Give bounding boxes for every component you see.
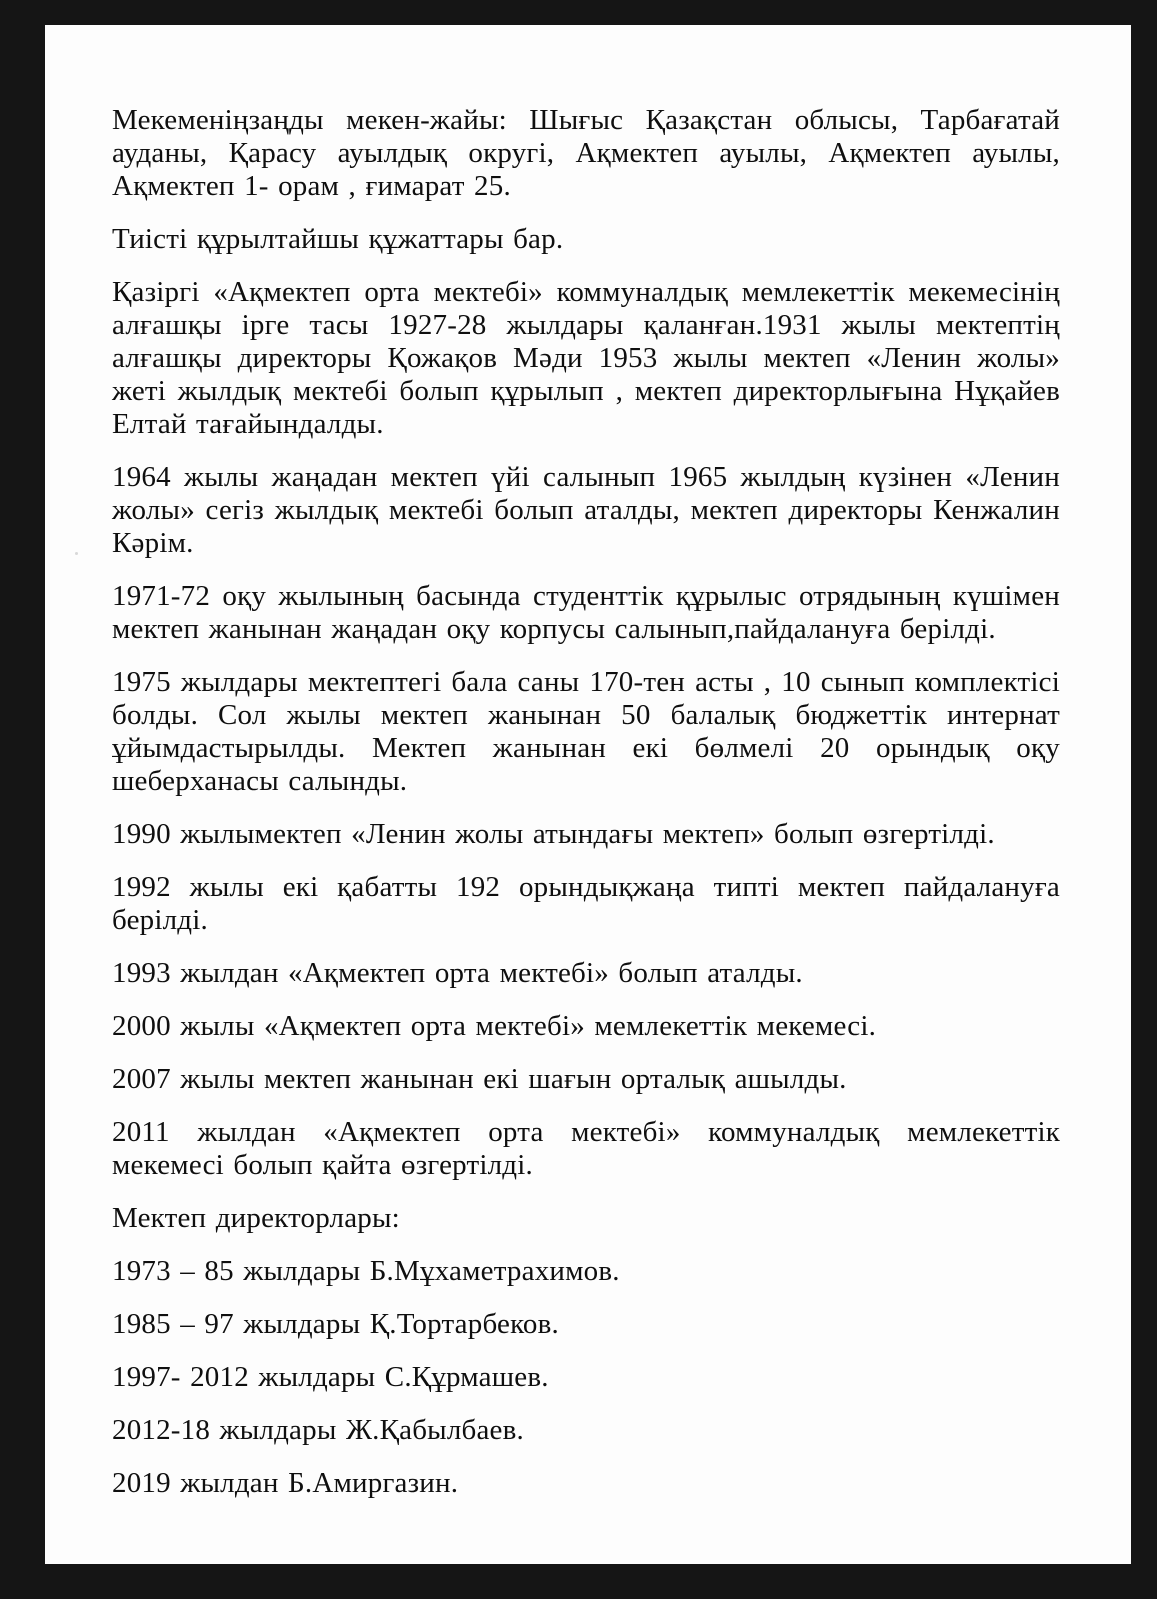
founding-documents-note: Тиісті құрылтайшы құжаттары бар. <box>112 223 564 255</box>
history-2007-paragraph: 2007 жылы мектеп жанынан екі шағын орталық ашылды. <box>112 1063 847 1095</box>
history-1992-paragraph: 1992 жылы екі қабатты 192 орындықжаңа типті мектеп пайдалануға берілді. <box>112 871 1060 936</box>
scanned-page <box>45 25 1131 1564</box>
director-2019: 2019 жылдан Б.Амиргазин. <box>112 1467 459 1499</box>
scan-noise-speck <box>75 552 78 555</box>
director-2012-18: 2012-18 жылдары Ж.Қабылбаев. <box>112 1414 524 1446</box>
history-1993-paragraph: 1993 жылдан «Ақмектеп орта мектебі» болып аталды. <box>112 957 803 989</box>
history-1990-paragraph: 1990 жылымектеп «Ленин жолы атындағы мектеп» болып өзгертілді. <box>112 818 995 850</box>
directors-heading: Мектеп директорлары: <box>112 1202 400 1234</box>
history-1964-1965-paragraph: 1964 жылы жаңадан мектеп үйі салынып 1965 жылдың күзінен «Ленин жолы» сегіз жылдық мектебі болып аталды, мектеп директоры Кенжалин Кәрім. <box>112 461 1060 559</box>
legal-address-paragraph: Мекеменіңзаңды мекен-жайы: Шығыс Қазақстан облысы, Тарбағатай ауданы, Қарасу ауылдық округі, Ақмектеп ауылы, Ақмектеп ауылы, Ақмектеп 1- орам , ғимарат 25. <box>112 104 1060 202</box>
history-2000-paragraph: 2000 жылы «Ақмектеп орта мектебі» мемлекеттік мекемесі. <box>112 1010 877 1042</box>
history-1975-paragraph: 1975 жылдары мектептегі бала саны 170-тен асты , 10 сынып комплектісі болды. Сол жылы мектеп жанынан 50 балалық бюджеттік интернат ұйымдастырылды. Мектеп жанынан екі бөлмелі 20 орындық оқу шеберханасы салынды. <box>112 666 1060 797</box>
history-2011-paragraph: 2011 жылдан «Ақмектеп орта мектебі» коммуналдық мемлекеттік мекемесі болып қайта өзгертілді. <box>112 1116 1060 1181</box>
director-1985-97: 1985 – 97 жылдары Қ.Тортарбеков. <box>112 1308 559 1340</box>
paragraphs <box>112 104 1060 1500</box>
history-1971-72-paragraph: 1971-72 оқу жылының басында студенттік құрылыс отрядының күшімен мектеп жанынан жаңадан оқу корпусы салынып,пайдалануға берілді. <box>112 580 1060 645</box>
history-1927-1953-paragraph: Қазіргі «Ақмектеп орта мектебі» коммуналдық мемлекеттік мекемесінің алғашқы ірге тасы 1927-28 жылдары қаланған.1931 жылы мектептің алғашқы директоры Қожақов Мәди 1953 жылы мектеп «Ленин жолы» жеті жылдық мектебі болып құрылып , мектеп директорлығына Нұқайев Елтай тағайындалды. <box>112 276 1060 440</box>
director-1997-2012: 1997- 2012 жылдары С.Құрмашев. <box>112 1361 549 1393</box>
director-1973-85: 1973 – 85 жылдары Б.Мұхаметрахимов. <box>112 1255 620 1287</box>
